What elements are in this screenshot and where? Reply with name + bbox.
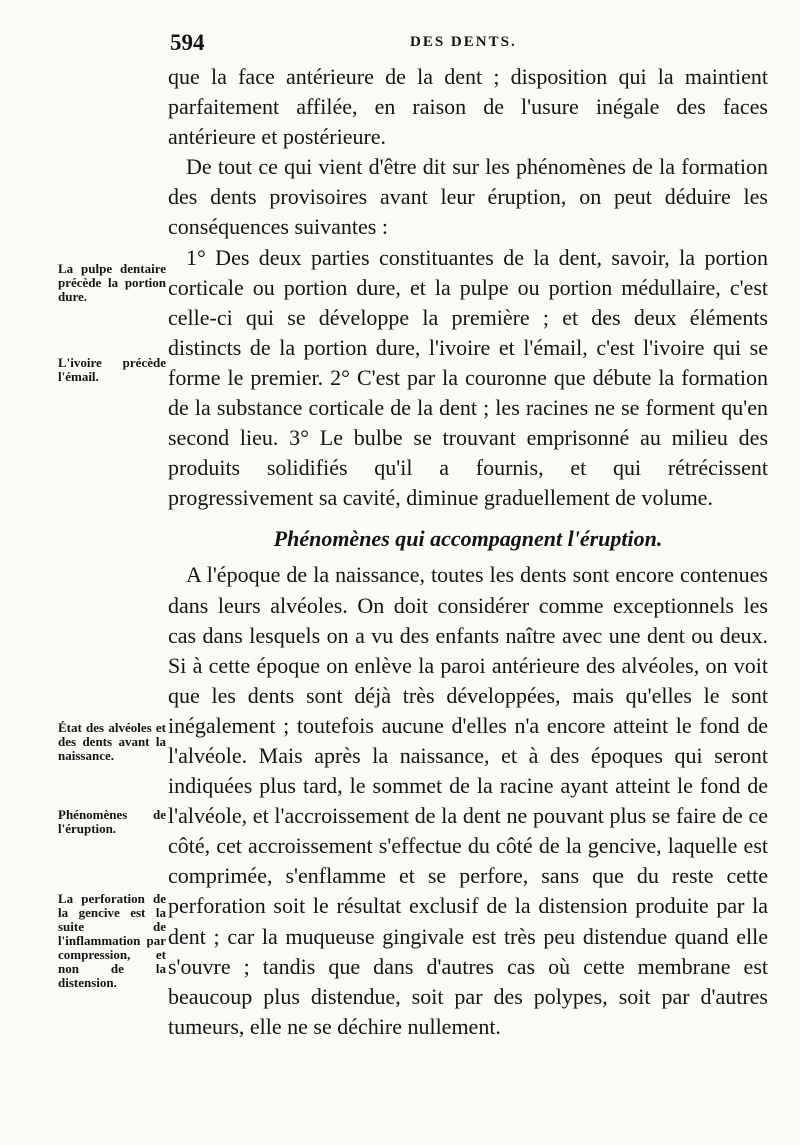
page-header: [170, 30, 770, 56]
paragraph-eruption: A l'époque de la naissance, toutes les dents sont encore contenues dans leurs alvéoles. On doit considérer comme exceptionnels les cas dans lesquels on a vu des enfants naître avec une dent ou deux. Si à cette époque on enlève la paroi antérieure des alvéoles, on voit que les dents sont déjà très développées, mais qu'elles le sont inégalement ; toutefois aucune d'elles n'a encore atteint le fond de l'alvéole. Mais après la naissance, et à des époques qui seront indiquées plus tard, le sommet de la racine ayant atteint le fond de l'alvéole, et l'accroissement de la dent ne pouvant plus se faire de ce côté, cet accroissement s'effectue du côté de la gencive, laquelle est comprimée, s'enflamme et se perfore, sans que du reste cette perforation soit le résultat exclusif de la distension produite par la dent ; car la muqueuse gingivale est très peu distendue quand elle s'ouvre ; tandis que dans d'autres cas où cette membrane est beaucoup plus distendue, soit par des polypes, soit par d'autres tumeurs, elle ne se déchire nullement.: [168, 562, 768, 1039]
margin-note-etat-alveoles: État des alvéoles et des dents avant la naissance.: [58, 720, 166, 763]
margin-note-eruption: Phénomènes de l'éruption.: [58, 807, 166, 836]
margin-note-ivoire: L'ivoire précède l'émail.: [58, 355, 166, 384]
paragraph-continuation: que la face antérieure de la dent ; disposition qui la maintient parfaitement affilée, en raison de l'usure inégale des faces antérieure et postérieure.: [168, 64, 768, 150]
margin-note-perforation: La perforation de la gencive est la suite de l'inflammation par compression, et non de la distension.: [58, 891, 166, 990]
running-head: DES DENTS.: [410, 34, 517, 50]
page-number: 594: [170, 30, 205, 55]
paragraph-consequences: De tout ce qui vient d'être dit sur les phénomènes de la formation des dents provisoires avant leur éruption, on peut déduire les conséquences suivantes :: [168, 154, 768, 240]
section-heading: Phénomènes qui accompagnent l'éruption.: [273, 526, 663, 552]
paragraph-enumeration: 1° Des deux parties constituantes de la dent, savoir, la portion corticale ou portion dure, et la pulpe ou portion médullaire, c'est celle-ci qui se développe la première ; et des deux éléments distincts de la portion dure, l'ivoire et l'émail, c'est l'ivoire qui se forme le premier. 2° C'est par la couronne que débute la formation de la substance corticale de la dent ; les racines ne se forment qu'en second lieu. 3° Le bulbe se trouvant emprisonné au milieu des produits solidifiés qu'il a fournis, et qui rétrécissent progressivement sa cavité, diminue graduellement de volume.: [168, 244, 768, 511]
margin-note-pulpe: La pulpe dentaire précède la portion dure.: [58, 261, 166, 304]
main-text: [168, 62, 768, 1042]
